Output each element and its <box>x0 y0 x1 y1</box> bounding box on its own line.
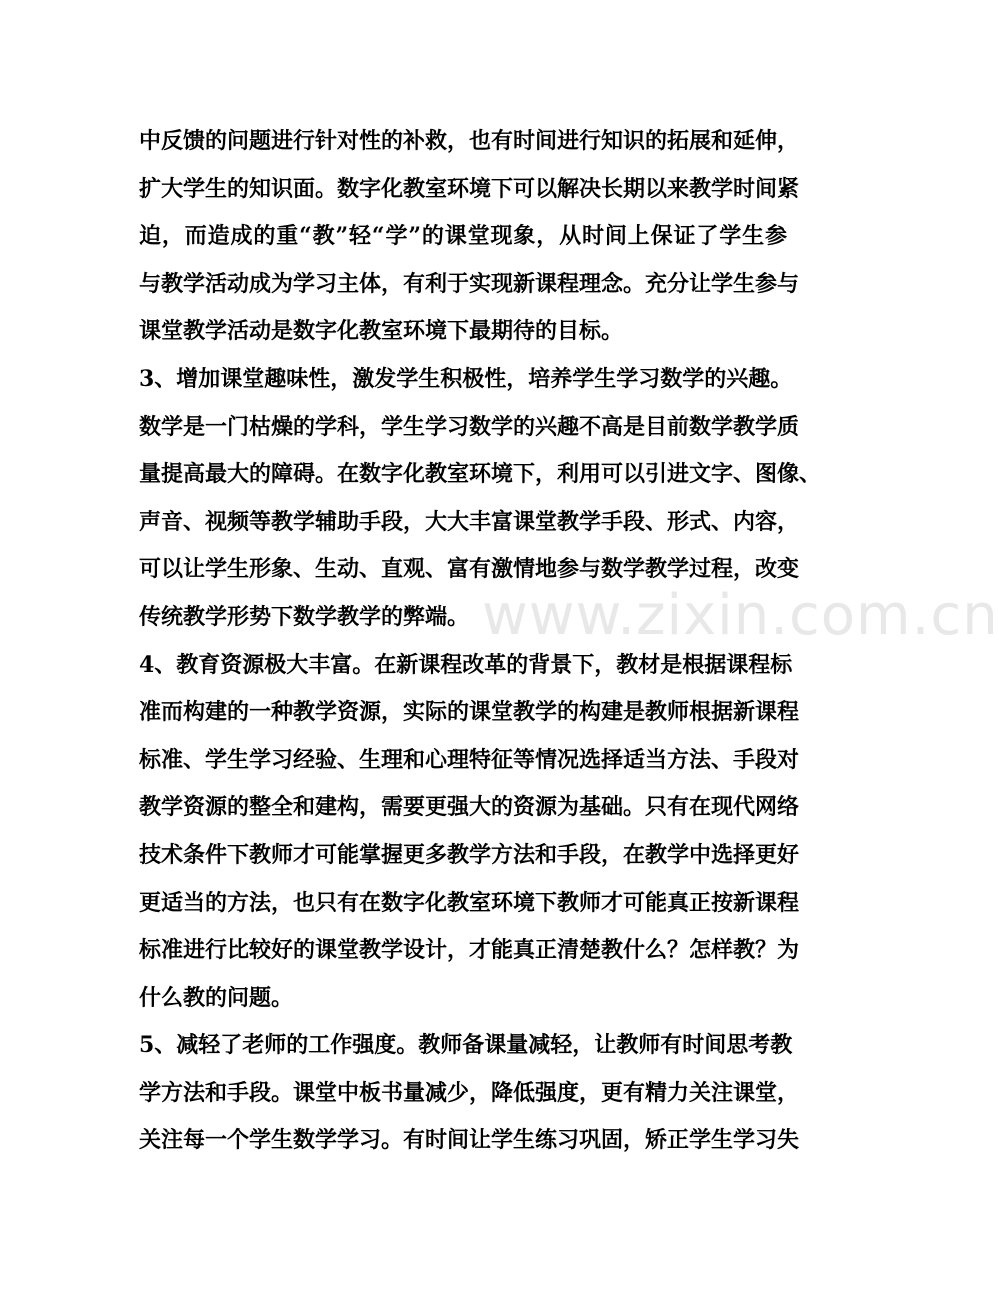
text-line: 标准、学生学习经验、生理和心理特征等情况选择适当方法、手段对 <box>139 746 800 773</box>
text-line: 可以让学生形象、生动、直观、富有激情地参与数学教学过程，改变 <box>139 556 800 583</box>
text-line: 与教学活动成为学习主体，有利于实现新课程理念。充分让学生参与 <box>139 270 800 297</box>
text-line: 4、教育资源极大丰富。在新课程改革的背景下，教材是根据课程标 <box>139 651 793 678</box>
text-line: 标准进行比较好的课堂教学设计，才能真正清楚教什么？怎样教？为 <box>139 937 800 964</box>
document-body <box>139 118 822 1165</box>
text-line: 中反馈的问题进行针对性的补救，也有时间进行知识的拓展和延伸， <box>139 128 800 154</box>
text-line: 什么教的问题。 <box>139 984 294 1011</box>
text-line: 课堂教学活动是数字化教室环境下最期待的目标。 <box>139 318 624 345</box>
text-line: 3、增加课堂趣味性，激发学生积极性，培养学生学习数学的兴趣。 <box>139 365 793 392</box>
text-line: 准而构建的一种教学资源，实际的课堂教学的构建是教师根据新课程 <box>139 699 800 726</box>
text-line: 量提高最大的障碍。在数字化教室环境下，利用可以引进文字、图像、 <box>139 461 822 488</box>
text-line: 迫，而造成的重“教”轻“学”的课堂现象，从时间上保证了学生参 <box>139 223 787 250</box>
text-line: 关注每一个学生数学学习。有时间让学生练习巩固，矫正学生学习失 <box>139 1127 800 1154</box>
text-line: 学方法和手段。课堂中板书量减少，降低强度，更有精力关注课堂， <box>139 1079 800 1106</box>
text-line: 传统教学形势下数学教学的弊端。 <box>139 603 470 630</box>
text-line: 数学是一门枯燥的学科，学生学习数学的兴趣不高是目前数学教学质 <box>139 413 800 440</box>
watermark: www.zixin.com.cn <box>482 583 999 648</box>
text-line: 技术条件下教师才可能掌握更多教学方法和手段，在教学中选择更好 <box>139 841 800 868</box>
text-line: 5、减轻了老师的工作强度。教师备课量减轻，让教师有时间思考教 <box>139 1032 793 1059</box>
text-line: 更适当的方法，也只有在数字化教室环境下教师才可能真正按新课程 <box>139 889 800 916</box>
text-line: 教学资源的整全和建构，需要更强大的资源为基础。只有在现代网络 <box>139 794 800 821</box>
text-line: 声音、视频等教学辅助手段，大大丰富课堂教学手段、形式、内容， <box>139 508 800 535</box>
text-line: 扩大学生的知识面。数字化教室环境下可以解决长期以来教学时间紧 <box>139 175 800 202</box>
